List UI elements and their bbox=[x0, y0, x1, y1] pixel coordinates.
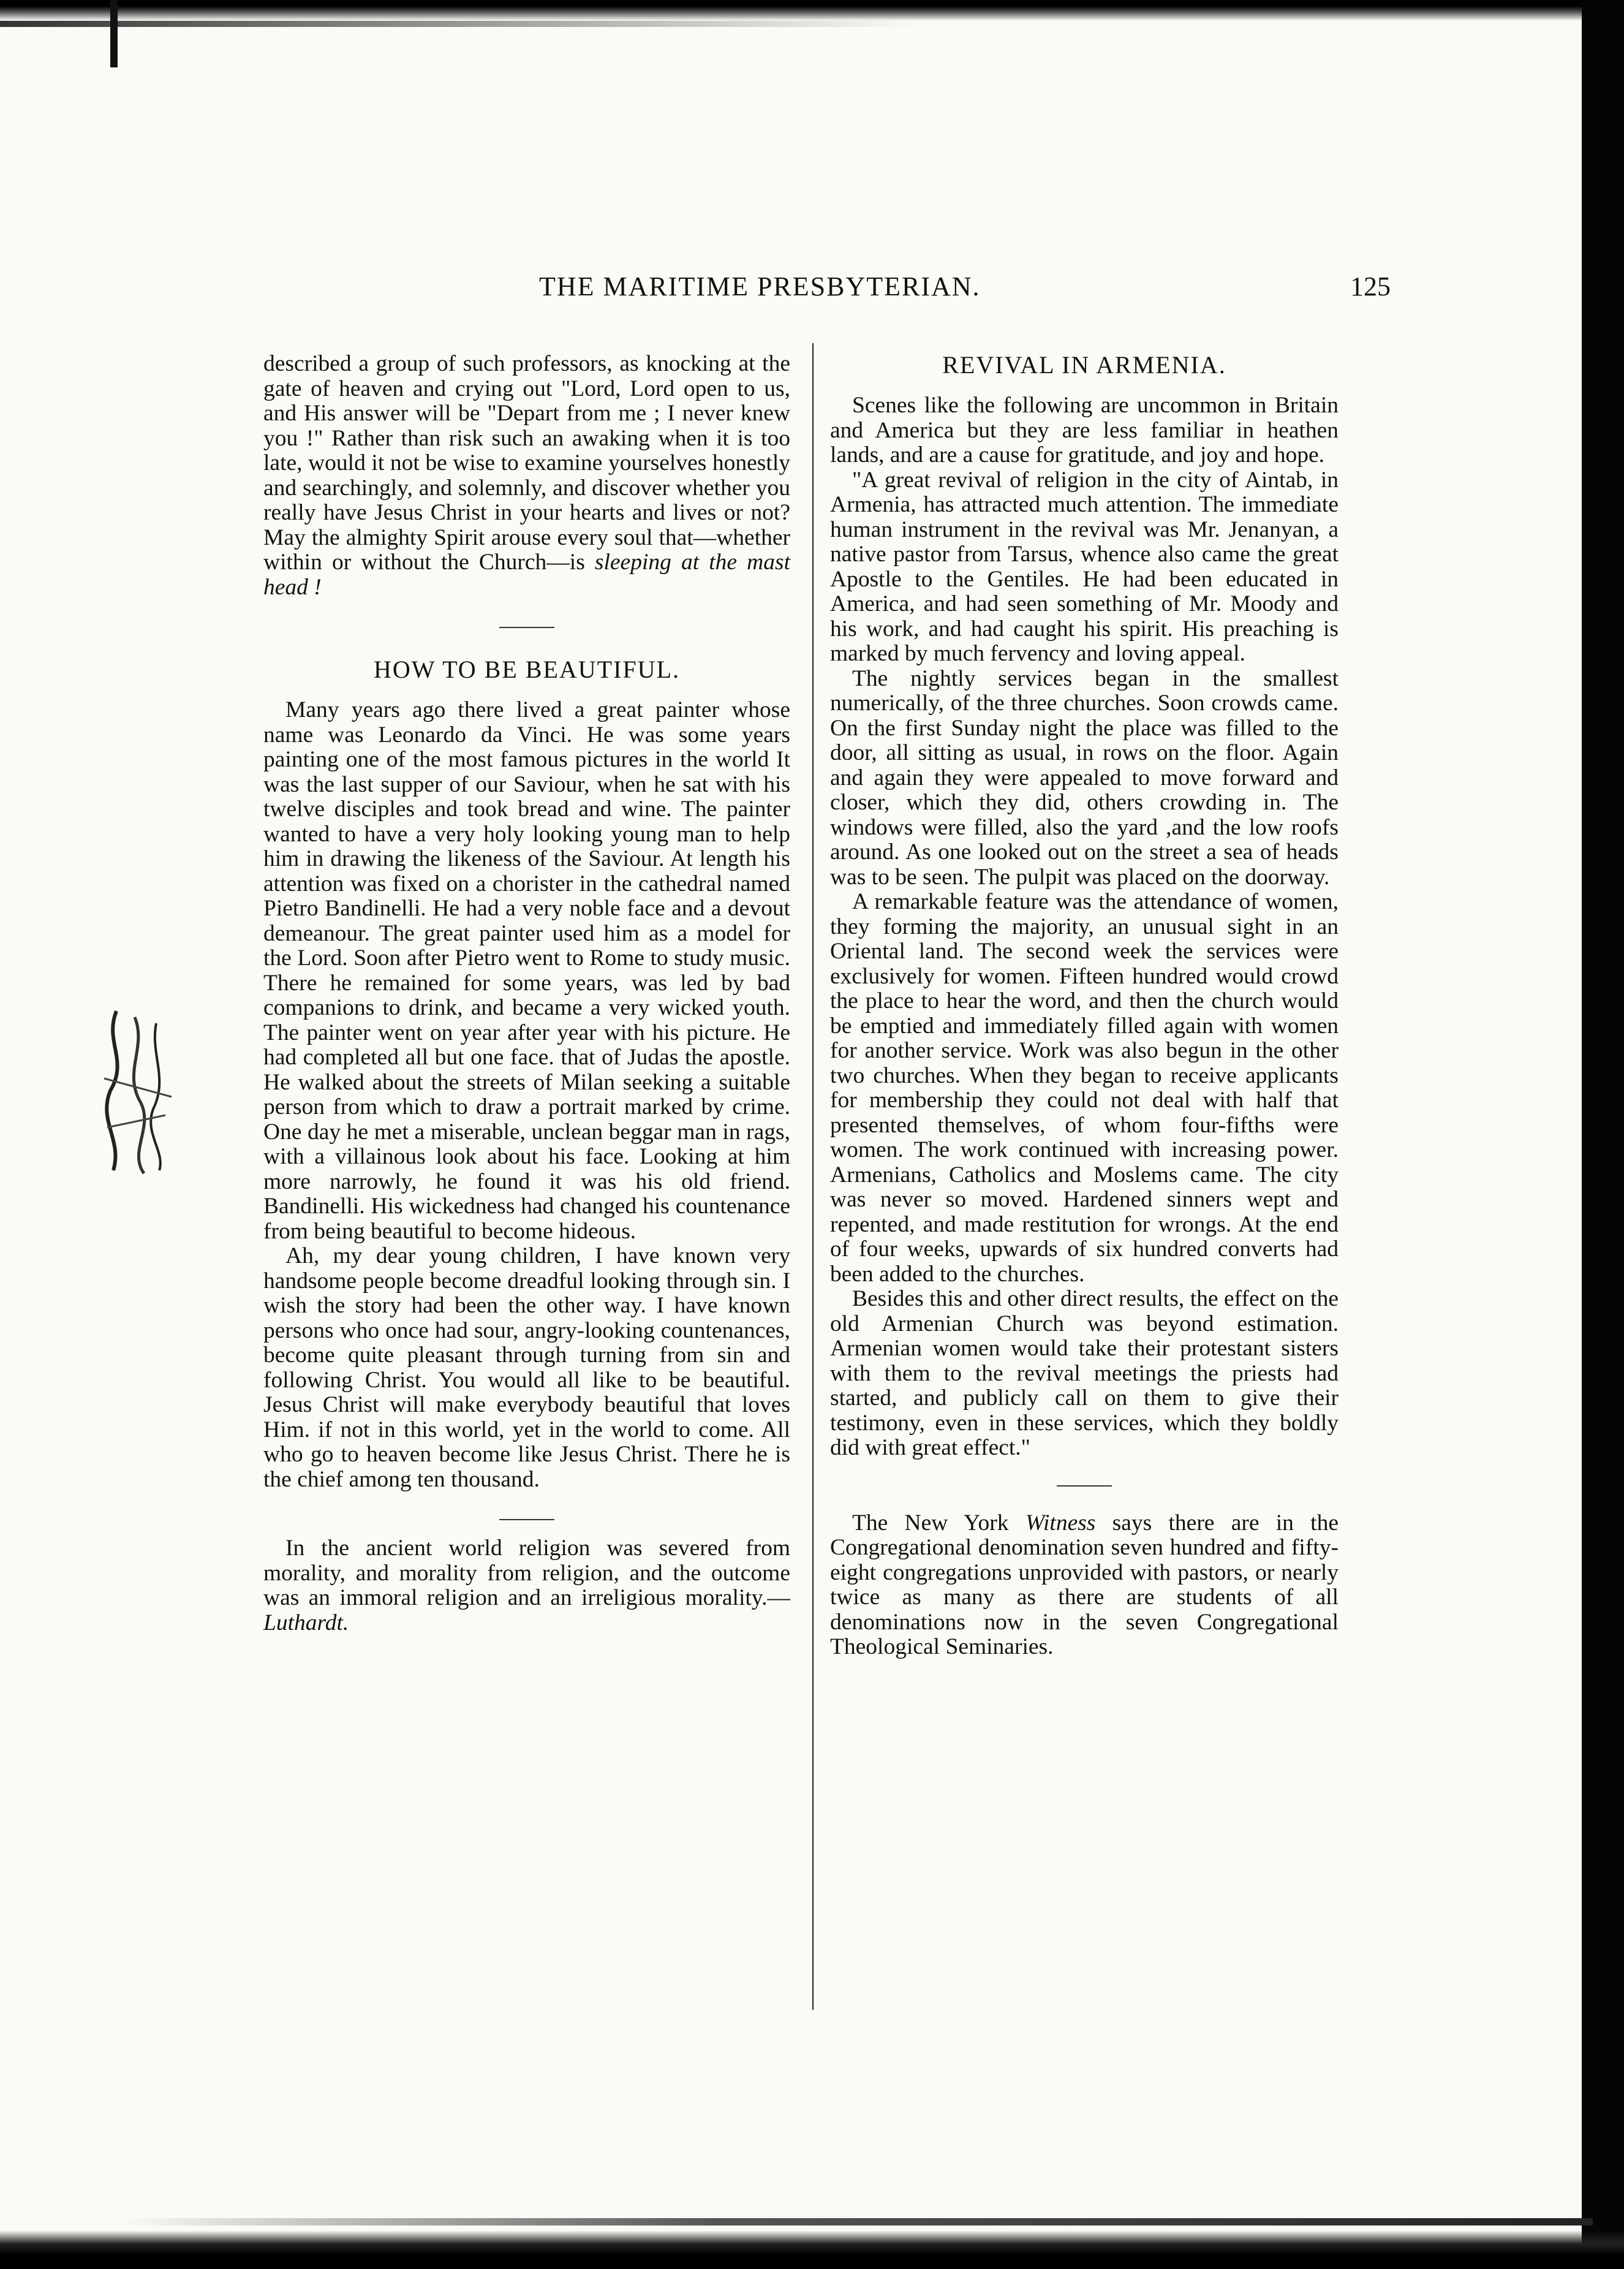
article-paragraph: Ah, my dear young children, I have known very handsome people become dreadful looking through sin. I wish the story had been the other way. I have known persons who once had sour, angry-looking countenances, become quite pleasant through turning from sin and following Christ. You would all like to be beautiful. Jesus Christ will make everybody beautiful that loves Him. if not in this world, yet in the world to come. All who go to heaven become like Jesus Christ. There he is the chief among ten thousand. bbox=[263, 1243, 790, 1492]
section-divider bbox=[499, 627, 554, 628]
quote-author: Luthardt. bbox=[263, 1610, 349, 1635]
scan-streak-bottom bbox=[123, 2218, 1593, 2225]
quote-paragraph bbox=[263, 1536, 790, 1635]
left-column bbox=[263, 352, 790, 1635]
continuation-text: described a group of such professors, as knocking at the gate of heaven and crying out "Lord, Lord open to us, and His answer will be "Depart from me ; I never knew you !" Rather than risk such an awaking when it is too late, would it not be wise to examine yourselves honestly and searchingly, and solemnly, and discover whether you really have Jesus Christ in your hearts and lives or not? May the almighty Spirit arouse every soul that—whether within or without the Church—is bbox=[263, 351, 790, 575]
article-title-beautiful: HOW TO BE BEAUTIFUL. bbox=[374, 656, 680, 683]
section-divider bbox=[499, 1519, 554, 1520]
scan-edge-left bbox=[110, 0, 118, 67]
article-paragraph: A remarkable feature was the attendance of women, they forming the majority, an unusual sight in an Oriental land. The second week the services were exclusively for women. Fifteen hundred would crowd the place to hear the word, and then the church would be emptied and immediately filled again with women for another service. Work was also begun in the other two churches. When they began to receive applicants for membership they could not deal with half that presented themselves, of whom four-fifths were women. The work continued with increasing power. Armenians, Catholics and Moslems came. The city was never so moved. Hardened sinners wept and repented, and made restitution for wrongs. At the end of four weeks, upwards of six hundred converts had been added to the churches. bbox=[830, 889, 1339, 1287]
continuation-paragraph bbox=[263, 352, 790, 600]
scan-edge-right bbox=[1582, 0, 1624, 2269]
spacer bbox=[830, 382, 1339, 393]
spacer bbox=[263, 687, 790, 698]
article-paragraph: Besides this and other direct results, the effect on the old Armenian Church was beyond estimation. Armenian women would take their protestant sisters with them to the revival meetings the priests had started, and publicly call on them to give their testimony, even in these services, which they boldly did with great effect." bbox=[830, 1286, 1339, 1460]
running-title: THE MARITIME PRESBYTERIAN. bbox=[539, 271, 981, 301]
column-divider bbox=[812, 343, 814, 2010]
quote-text: In the ancient world religion was severed from morality, and morality from religion, and the outcome was an immoral religion and an irreligious morality.— bbox=[263, 1536, 790, 1610]
note-paragraph bbox=[830, 1511, 1339, 1660]
article-title-revival: REVIVAL IN ARMENIA. bbox=[942, 351, 1226, 379]
note-text-end: says there are in the Congregational denomination seven hundred and fifty-eight congregations unprovided with pastors, or nearly twice as many as there are students of all denominations now in the seven Congregational Theological Seminaries. bbox=[830, 1510, 1339, 1659]
note-text: The New York bbox=[852, 1510, 1025, 1536]
note-italic: Witness bbox=[1025, 1510, 1096, 1536]
section-divider bbox=[1057, 1485, 1112, 1487]
article-paragraph: "A great revival of religion in the city of Aintab, in Armenia, has attracted much attention. The immediate human instrument in the revival was Mr. Jenanyan, a native pastor from Tarsus, whence also came the great Apostle to the Gentiles. He had been educated in America, and had seen something of Mr. Moody and his work, and had caught his spirit. His preaching is marked by much fervency and loving appeal. bbox=[830, 467, 1339, 666]
page-header bbox=[270, 268, 1391, 305]
right-column bbox=[830, 352, 1339, 1660]
article-paragraph: Scenes like the following are uncommon in Britain and America but they are less familiar in heathen lands, and are a cause for gratitude, and joy and hope. bbox=[830, 393, 1339, 468]
page-number: 125 bbox=[1350, 271, 1391, 301]
article-paragraph: The nightly services began in the smallest numerically, of the three churches. Soon crowds came. On the first Sunday night the place was filled to the door, all sitting as usual, in rows on the floor. Again and again they were appealed to move forward and closer, which they did, others crowding in. The windows were filled, also the yard ,and the low roofs around. As one looked out on the street a sea of heads was to be seen. The pulpit was placed on the doorway. bbox=[830, 665, 1339, 890]
scan-edge-top bbox=[0, 0, 1624, 21]
continuation-italic: sleeping at the mast head ! bbox=[263, 550, 790, 600]
article-paragraph: Many years ago there lived a great painter whose name was Leonardo da Vinci. He was some years painting one of the most famous pictures in the world It was the last supper of our Saviour, when he sat with his twelve disciples and took bread and wine. The painter wanted to have a very holy looking young man to help him in drawing the likeness of the Saviour. At length his attention was fixed on a chorister in the cathedral named Pietro Bandinelli. He had a very noble face and a devout demeanour. The great painter used him as a model for the Lord. Soon after Pietro went to Rome to study music. There he remained for some years, was led by bad companions to drink, and became a very wicked youth. The painter went on year after year with his picture. He had completed all but one face. that of Judas the apostle. He walked about the streets of Milan seeking a suitable person from which to draw a portrait marked by crime. One day he met a miserable, unclean beggar man in rags, with a villainous look about his face. Looking at him more narrowly, he found it was his old friend. Bandinelli. His wickedness had changed his countenance from being beautiful to become hideous. bbox=[263, 697, 790, 1244]
scan-edge-bottom bbox=[0, 2230, 1624, 2269]
scan-streak-top bbox=[0, 21, 919, 27]
binding-thread-mark bbox=[92, 1005, 184, 1176]
